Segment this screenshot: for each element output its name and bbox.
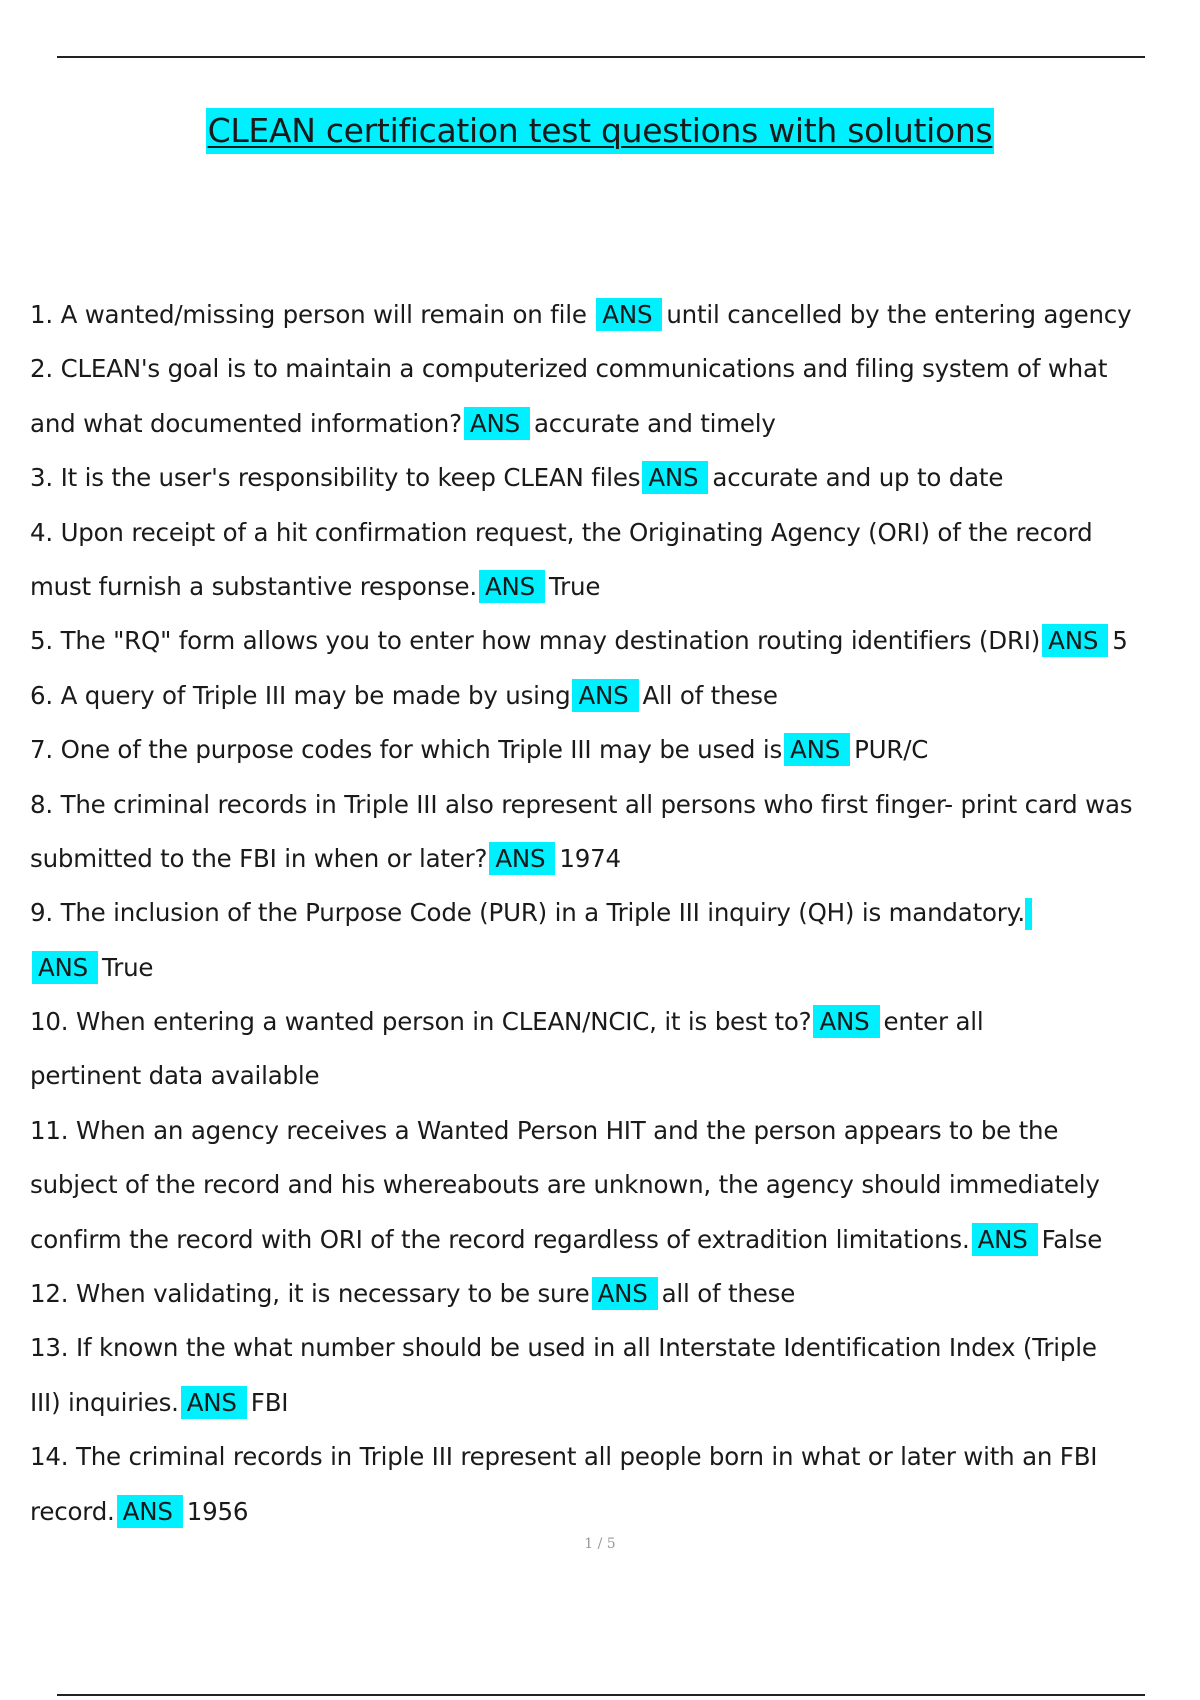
answer-text: 5	[1112, 626, 1128, 656]
answer-label: ANS	[464, 407, 530, 440]
question-line	[30, 288, 1190, 342]
page-number: 1 / 5	[584, 1536, 616, 1552]
question-line	[30, 832, 1190, 886]
question-text: 12. When validating, it is necessary to be sure	[30, 1279, 590, 1309]
answer-text: FBI	[250, 1387, 289, 1417]
question-line	[30, 397, 1190, 451]
answer-text: enter all	[883, 1007, 984, 1037]
answer-label: ANS	[489, 842, 555, 875]
bottom-rule	[57, 1694, 1145, 1696]
question-text: 6. A query of Triple III may be made by using	[30, 680, 571, 710]
question-text: 14. The criminal records in Triple III represent all people born in what or later with an FBI	[30, 1442, 1098, 1472]
answer-label: ANS	[32, 951, 98, 984]
answer-label: ANS	[117, 1495, 183, 1528]
question-text: 7. One of the purpose codes for which Triple III may be used is	[30, 735, 783, 765]
question-text: 5. The "RQ" form allows you to enter how mnay destination routing identifiers (DRI)	[30, 626, 1041, 656]
question-text: must furnish a substantive response.	[30, 571, 477, 601]
question-text: 9. The inclusion of the Purpose Code (PUR) in a Triple III inquiry (QH) is mandatory.	[30, 898, 1026, 928]
question-text: 13. If known the what number should be used in all Interstate Identification Index (Triple	[30, 1333, 1097, 1363]
highlight-marker	[1025, 898, 1032, 930]
question-line	[30, 886, 1190, 940]
question-line	[30, 669, 1190, 723]
title-container	[0, 108, 1200, 154]
question-line	[30, 778, 1190, 832]
question-text: 11. When an agency receives a Wanted Person HIT and the person appears to be the	[30, 1115, 1059, 1145]
question-text: record.	[30, 1496, 115, 1526]
answer-label: ANS	[181, 1386, 247, 1419]
answer-text: accurate and up to date	[712, 463, 1004, 493]
answer-text: True	[549, 571, 601, 601]
answer-label: ANS	[596, 298, 662, 331]
question-line	[30, 1158, 1190, 1212]
answer-text: 1974	[559, 843, 621, 873]
question-text: subject of the record and his whereabouts are unknown, the agency should immediately	[30, 1170, 1100, 1200]
question-list	[30, 288, 1190, 1539]
question-line	[30, 1430, 1190, 1484]
answer-label: ANS	[642, 461, 708, 494]
question-line	[30, 1049, 1190, 1103]
answer-text: All of these	[642, 680, 778, 710]
question-line	[30, 723, 1190, 777]
top-rule	[57, 56, 1145, 58]
question-text: 8. The criminal records in Triple III also represent all persons who first finger- print card was	[30, 789, 1133, 819]
answer-label: ANS	[1042, 624, 1108, 657]
question-text: confirm the record with ORI of the record regardless of extradition limitations.	[30, 1224, 970, 1254]
answer-label: ANS	[813, 1005, 879, 1038]
question-line	[30, 1376, 1190, 1430]
question-line	[30, 342, 1190, 396]
answer-label: ANS	[592, 1277, 658, 1310]
page-title: CLEAN certification test questions with solutions	[206, 108, 995, 154]
question-line	[30, 1104, 1190, 1158]
question-line	[30, 1213, 1190, 1267]
question-text: 10. When entering a wanted person in CLEAN/NCIC, it is best to?	[30, 1007, 812, 1037]
question-text: pertinent data available	[30, 1061, 320, 1091]
answer-label: ANS	[784, 733, 850, 766]
question-text: and what documented information?	[30, 408, 462, 438]
answer-text: PUR/C	[854, 735, 929, 765]
question-line	[30, 941, 1190, 995]
question-line	[30, 560, 1190, 614]
answer-text: True	[102, 952, 154, 982]
answer-text: False	[1041, 1224, 1103, 1254]
question-line	[30, 614, 1190, 668]
question-line	[30, 1321, 1190, 1375]
question-line	[30, 1267, 1190, 1321]
question-text: III) inquiries.	[30, 1387, 179, 1417]
answer-text: until cancelled by the entering agency	[666, 300, 1132, 329]
answer-label: ANS	[972, 1223, 1038, 1256]
answer-text: 1956	[186, 1496, 249, 1526]
question-text: 4. Upon receipt of a hit confirmation request, the Originating Agency (ORI) of the record	[30, 517, 1093, 547]
question-text: 3. It is the user's responsibility to keep CLEAN files	[30, 463, 641, 493]
answer-text: accurate and timely	[533, 408, 776, 438]
question-line	[30, 506, 1190, 560]
question-line	[30, 995, 1190, 1049]
question-text: 1. A wanted/missing person will remain on file	[30, 300, 595, 329]
answer-label: ANS	[572, 679, 638, 712]
answer-label: ANS	[479, 570, 545, 603]
question-text: submitted to the FBI in when or later?	[30, 843, 488, 873]
question-text: 2. CLEAN's goal is to maintain a computerized communications and filing system of what	[30, 354, 1108, 384]
answer-text: all of these	[661, 1279, 796, 1309]
question-line	[30, 451, 1190, 505]
question-line	[30, 1485, 1190, 1539]
